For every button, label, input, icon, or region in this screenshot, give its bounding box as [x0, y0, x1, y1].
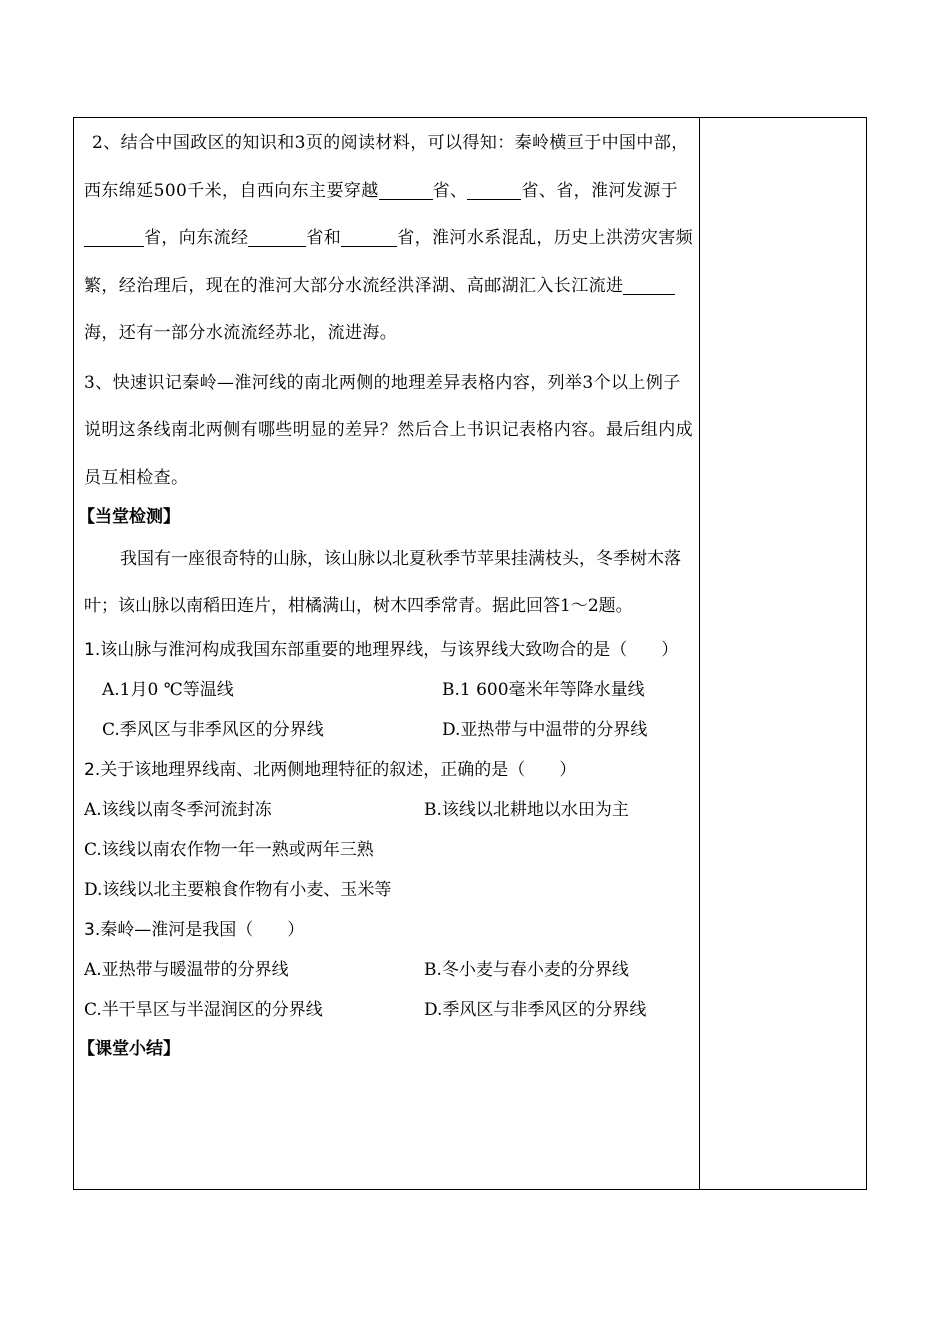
- blank-3[interactable]: [84, 226, 144, 247]
- option-1c[interactable]: C.季风区与非季风区的分界线: [102, 720, 324, 740]
- option-3c[interactable]: C.半干旱区与半湿润区的分界线: [84, 1000, 323, 1020]
- blank-6[interactable]: [623, 274, 675, 295]
- option-2d[interactable]: D.该线以北主要粮食作物有小麦、玉米等: [84, 880, 392, 900]
- question-1-options-row-1: [84, 670, 694, 710]
- blank-5[interactable]: [341, 226, 397, 247]
- option-2a[interactable]: A.该线以南冬季河流封冻: [84, 800, 272, 820]
- option-3d[interactable]: D.季风区与非季风区的分界线: [424, 1000, 647, 1020]
- section-heading-summary: 【课堂小结】: [78, 1039, 180, 1059]
- worksheet-table: [73, 117, 867, 1190]
- reading-question-3: 3、快速识记秦岭—淮河线的南北两侧的地理差异表格内容，列举3个以上例子说明这条线南北两侧有哪些明显的差异？然后合上书识记表格内容。最后组内成员互相检查。: [84, 372, 693, 488]
- question-2-options-row-2: [84, 830, 694, 870]
- q2-text-1: 2、结合中国政区的知识和3页的阅读材料，可以得知：秦岭横亘于中国中部，西东绵延500千米，自西向东主要穿越: [84, 133, 689, 201]
- q2-text-2: 省、: [432, 180, 468, 201]
- question-2-stem: 2.关于该地理界线南、北两侧地理特征的叙述，正确的是（ ）: [84, 760, 577, 780]
- option-3a[interactable]: A.亚热带与暖温带的分界线: [84, 960, 289, 980]
- option-2c[interactable]: C.该线以南农作物一年一熟或两年三熟: [84, 840, 374, 860]
- q2-text-7: 海，还有一部分水流流经苏北，流进海。: [84, 323, 398, 343]
- question-3-options-row-2: [84, 990, 694, 1030]
- question-2-options-row-1: [84, 790, 694, 830]
- blank-4[interactable]: [248, 226, 306, 247]
- notes-column: [700, 118, 866, 1189]
- question-3-options-row-1: [84, 950, 694, 990]
- q2-text-6: 省，淮河水系混乱，历史上洪涝灾害频繁，经治理后，现在的淮河大部分水流经洪泽湖、高邮湖汇入长江流进: [84, 228, 694, 296]
- option-1a[interactable]: A.1月0 ℃等温线: [102, 680, 234, 700]
- option-1d[interactable]: D.亚热带与中温带的分界线: [442, 720, 648, 740]
- option-1b[interactable]: B.1 600毫米年等降水量线: [442, 680, 645, 700]
- question-1-stem: 1.该山脉与淮河构成我国东部重要的地理界线，与该界线大致吻合的是（ ）: [84, 640, 679, 660]
- section-heading-check: 【当堂检测】: [78, 507, 180, 527]
- reading-question-2: [84, 118, 694, 358]
- question-1-options-row-2: [84, 710, 694, 750]
- content-column: [78, 118, 694, 1064]
- option-2b[interactable]: B.该线以北耕地以水田为主: [424, 800, 629, 820]
- question-2-options-row-3: [84, 870, 694, 910]
- check-intro: 我国有一座很奇特的山脉，该山脉以北夏秋季节苹果挂满枝头，冬季树木落叶；该山脉以南稻田连片，柑橘满山，树木四季常青。据此回答1～2题。: [84, 549, 681, 616]
- option-3b[interactable]: B.冬小麦与春小麦的分界线: [424, 960, 629, 980]
- question-3-stem: 3.秦岭—淮河是我国（ ）: [84, 920, 305, 940]
- q2-text-3: 省、省，淮河发源于: [521, 180, 679, 201]
- blank-2[interactable]: [467, 179, 521, 200]
- blank-1[interactable]: [379, 179, 433, 200]
- q2-text-5: 省和: [306, 228, 342, 248]
- q2-text-4: 省，向东流经: [144, 228, 249, 248]
